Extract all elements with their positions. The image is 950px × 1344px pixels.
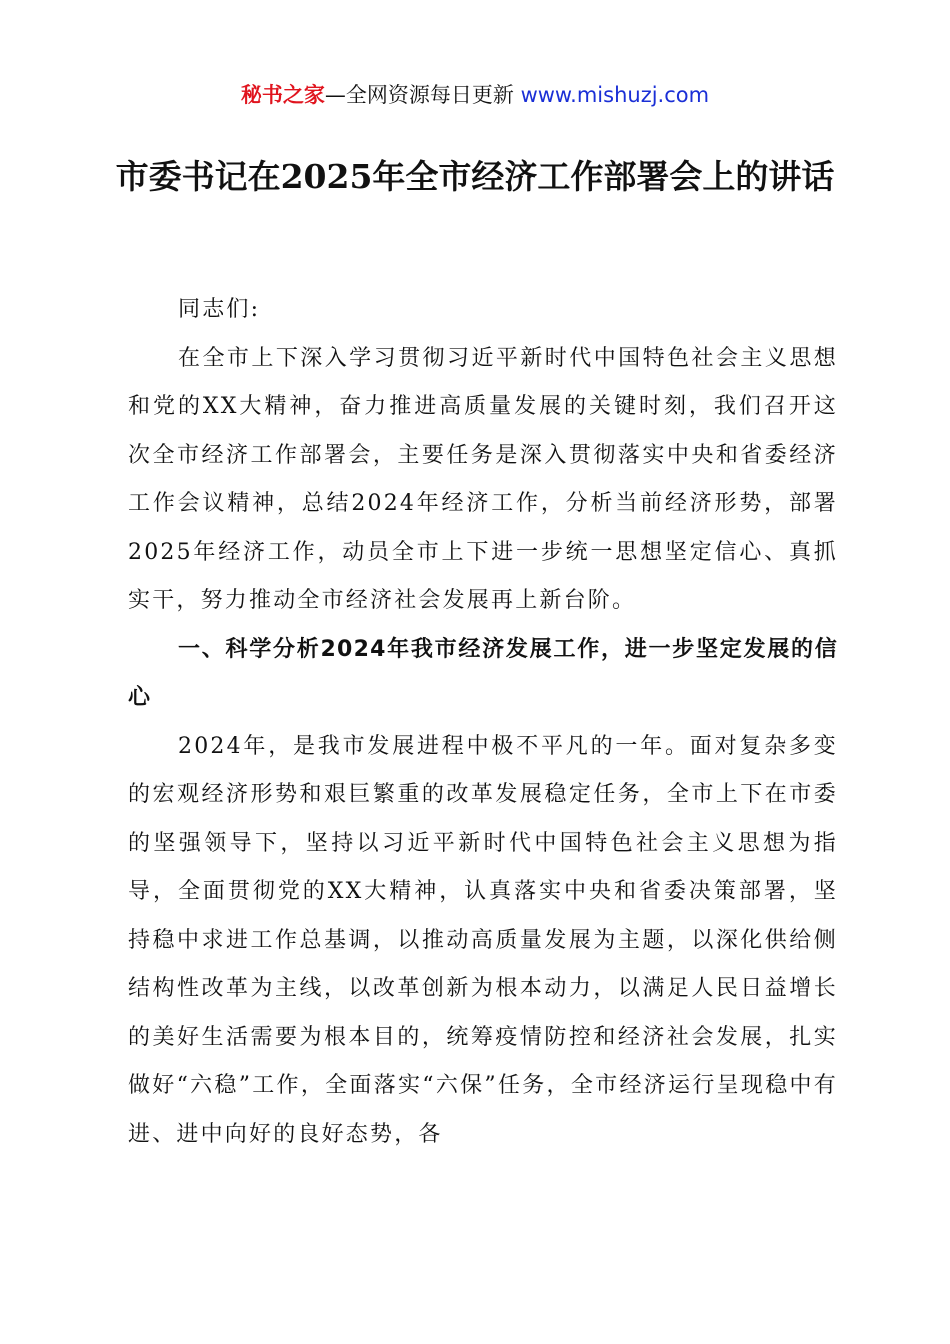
site-brand-name: 秘书之家 [240,83,325,107]
site-banner [0,78,950,112]
greeting: 同志们: [178,297,261,322]
section-paragraph: 2024年，是我市发展进程中极不平凡的一年。面对复杂多变的宏观经济形势和艰巨繁重的改革发展稳定任务，全市上下在市委的坚强领导下，坚持以习近平新时代中国特色社会主义思想为指导，全面贯彻党的XX大精神，认真落实中央和省委决策部署，坚持稳中求进工作总基调，以推动高质量发展为主题，以深化供给侧结构性改革为主线，以改革创新为根本动力，以满足人民日益增长的美好生活需要为根本目的，统筹疫情防控和经济社会发展，扎实做好“六稳”工作，全面落实“六保”任务，全市经济运行呈现稳中有进、进中向好的良好态势，各 [128,733,838,1147]
site-tagline: —全网资源每日更新 [324,83,521,107]
intro-paragraph: 在全市上下深入学习贯彻习近平新时代中国特色社会主义思想和党的XX大精神，奋力推进高质量发展的关键时刻，我们召开这次全市经济工作部署会，主要任务是深入贯彻落实中央和省委经济工作会议精神，总结2024年经济工作，分析当前经济形势，部署2025年经济工作，动员全市上下进一步统一思想坚定信心、真抓实干，努力推动全市经济社会发展再上新台阶。 [128,345,838,613]
site-url-link[interactable]: www.mishuzj.com [520,83,710,107]
document-body [128,286,838,1159]
section-heading: 一、科学分析2024年我市经济发展工作，进一步坚定发展的信心 [128,636,838,710]
document-title: 市委书记在2025年全市经济工作部署会上的讲话 [115,157,835,196]
